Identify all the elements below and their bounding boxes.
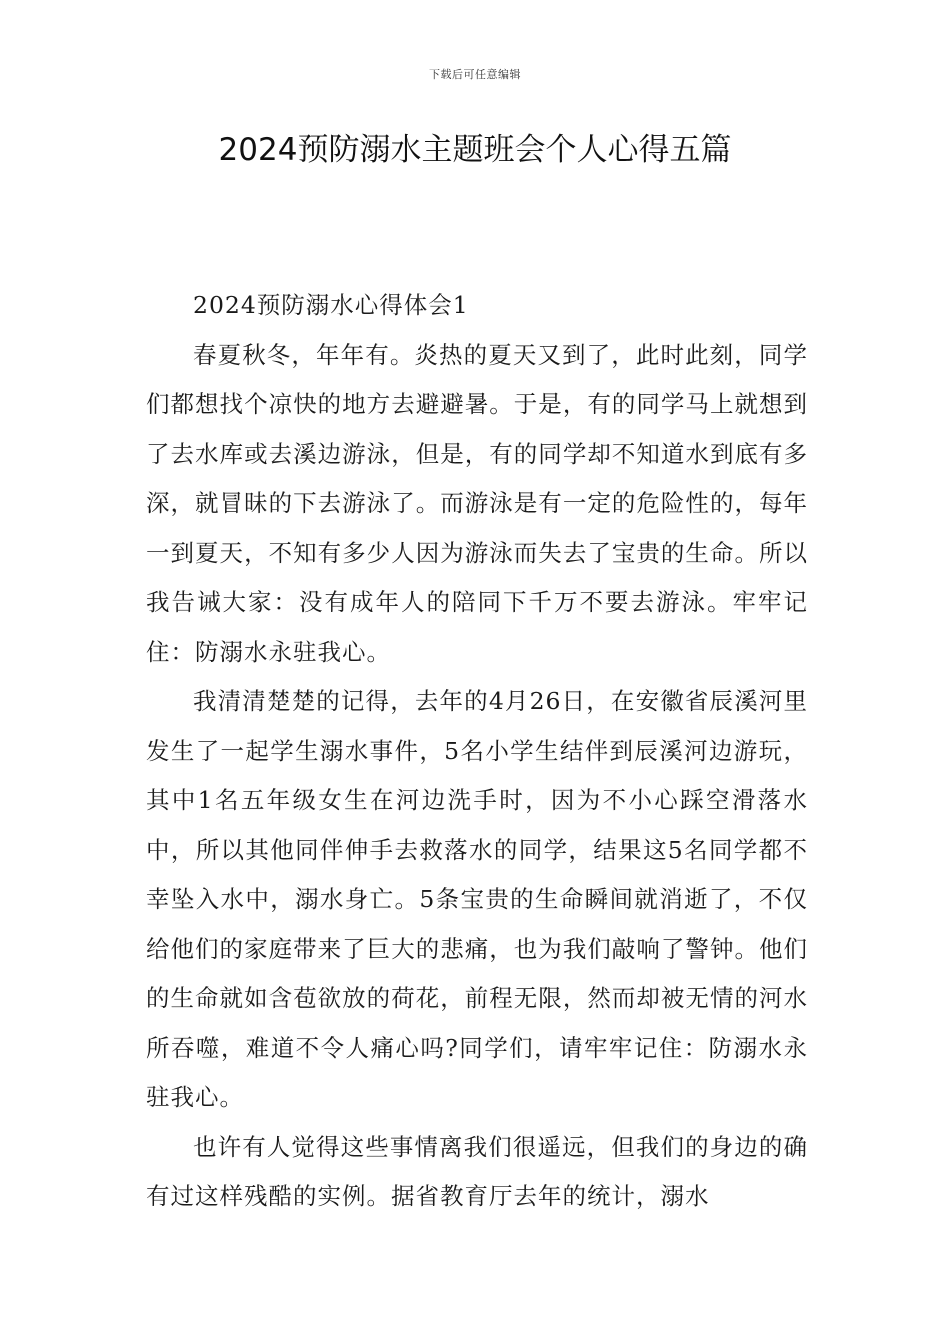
document-body: [146, 281, 808, 1222]
paragraph: 春夏秋冬，年年有。炎热的夏天又到了，此时此刻，同学们都想找个凉快的地方去避避暑。于是，有的同学马上就想到了去水库或去溪边游泳，但是，有的同学却不知道水到底有多深，就冒昧的下去游泳了。而游泳是有一定的危险性的，每年一到夏天，不知有多少人因为游泳而失去了宝贵的生命。所以我告诫大家：没有成年人的陪同下千万不要去游泳。牢牢记住：防溺水永驻我心。: [146, 340, 808, 666]
paragraph: 我清清楚楚的记得，去年的4月26日，在安徽省辰溪河里发生了一起学生溺水事件，5名小学生结伴到辰溪河边游玩，其中1名五年级女生在河边洗手时，因为不小心踩空滑落水中，所以其他同伴伸手去救落水的同学，结果这5名同学都不幸坠入水中，溺水身亡。5条宝贵的生命瞬间就消逝了，不仅给他们的家庭带来了巨大的悲痛，也为我们敲响了警钟。他们的生命就如含苞欲放的荷花，前程无限，然而却被无情的河水所吞噬，难道不令人痛心吗?同学们，请牢牢记住：防溺水永驻我心。: [146, 687, 808, 1111]
paragraph: 也许有人觉得这些事情离我们很遥远，但我们的身边的确有过这样残酷的实例。据省教育厅去年的统计，溺水: [146, 1132, 808, 1210]
section-heading: 2024预防溺水心得体会1: [193, 291, 469, 319]
header-note: 下载后可任意编辑: [429, 68, 521, 81]
document-title: 2024预防溺水主题班会个人心得五篇: [218, 132, 732, 168]
